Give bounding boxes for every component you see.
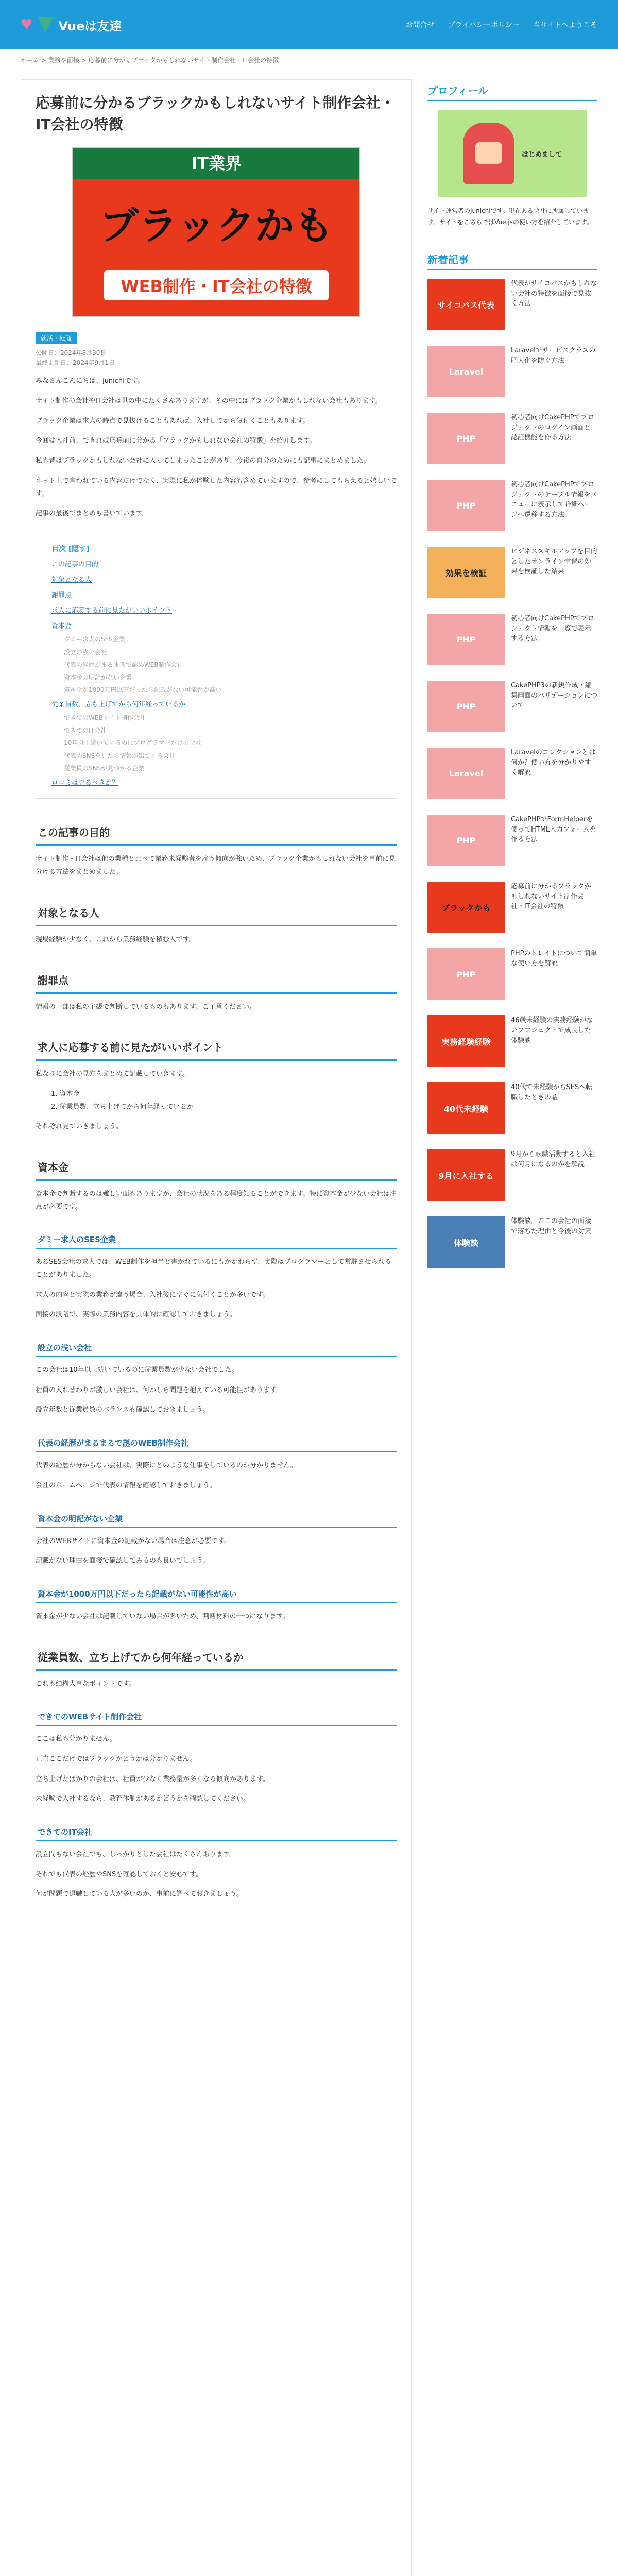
table-of-contents — [36, 534, 397, 799]
toc-title[interactable]: 目次 [隠す] — [52, 545, 90, 553]
recent-post-title[interactable]: CakePHP3の新規作成・編集画面のバリデーションについて — [511, 682, 597, 710]
intro-paragraph: 記事の最後でまとめも書いています。 — [36, 510, 149, 518]
intro-paragraph: ブラック企業は求人の時点で見抜けることもあれば、入社してから気付くこともあります。 — [36, 417, 310, 425]
subsection-text: 正直ここだけではブラックかどうかは分かりません。 — [36, 1755, 197, 1763]
recent-post[interactable] — [427, 614, 597, 671]
recent-thumb[interactable]: 40代未経験 — [427, 1082, 505, 1134]
site-logo[interactable] — [21, 16, 122, 34]
subsection-text: 記載がない理由を面接で確認してみるのも良いでしょう。 — [36, 1557, 210, 1565]
recent-post-title[interactable]: 9月から転職活動すると入社は何月になるのかを解説 — [511, 1150, 596, 1168]
subsection-text: 代表の経歴が分からない会社は、実際にどのような仕事をしているのか分かりません。 — [36, 1462, 297, 1470]
heart-icon: ♥ — [21, 17, 33, 32]
recent-post[interactable] — [427, 413, 597, 470]
capital-heading: 資本金 — [36, 1154, 397, 1181]
check-after: それぞれ見ていきましょう。 — [36, 1123, 123, 1131]
staff-sub-sections — [36, 1708, 397, 1901]
subsection-heading: 資本金が1000万円以下だったら記載がない可能性が高い — [36, 1585, 397, 1603]
recent-posts — [427, 279, 597, 1274]
recent-thumb[interactable]: PHP — [427, 681, 505, 732]
recent-thumb[interactable]: 効果を検証 — [427, 547, 505, 598]
toc-item[interactable]: 対象となる人 — [52, 575, 92, 584]
intro-paragraph: ネット上で言われている内容だけでなく、実際に私が体験した内容も含めていますので、参考にしてもらえると嬉しいです。 — [36, 477, 397, 498]
toc-item[interactable]: できてのIT会社 — [64, 726, 107, 734]
recent-post[interactable] — [427, 1216, 597, 1274]
nav-welcome[interactable]: 当サイトへようこそ — [533, 21, 597, 29]
recent-post[interactable] — [427, 815, 597, 872]
toc-item[interactable]: 資本金が1000万円以下だったら記載がない可能性が高い — [64, 686, 222, 693]
list-item: 2. 従業員数、立ち上げてから何年経っているか — [51, 1103, 194, 1111]
toc-item[interactable]: できてのWEBサイト制作会社 — [64, 714, 146, 722]
intro-paragraph: みなさんこんにちは、junichiです。 — [36, 377, 144, 385]
recent-post[interactable] — [427, 1149, 597, 1207]
profile-label: はじめまして — [521, 150, 562, 159]
subsection-text: 面接の段階で、実際の業務内容を具体的に確認しておきましょう。 — [36, 1311, 236, 1319]
list-item: 1. 資本金 — [51, 1090, 80, 1098]
recent-post[interactable] — [427, 547, 597, 604]
site-name: Vueは友達 — [58, 19, 122, 33]
profile-text: サイト運営者のjunichiです。現在ある会社に所属しています。サイトをこちらではVue.jsの使い方を紹介しています。 — [427, 207, 593, 226]
published-date: 公開日：2024年8月30日 — [36, 349, 107, 357]
recent-thumb[interactable]: Laravel — [427, 346, 505, 397]
subsection-text: 求人の内容と実際の業務が違う場合、入社後にすぐに気付くことが多いです。 — [36, 1291, 269, 1299]
subsection-text: 何が問題で退職している人が多いのか、事前に調べておきましょう。 — [36, 1890, 244, 1899]
recent-post[interactable] — [427, 279, 597, 336]
recent-post-title[interactable]: 体験談。ここの会社の面接で落ちた理由と今後の対策 — [511, 1217, 592, 1235]
recent-post[interactable] — [427, 748, 597, 805]
nav-privacy[interactable]: プライバシーポリシー — [448, 21, 520, 29]
profile-title: プロフィール — [427, 79, 597, 101]
sub-sections — [36, 1231, 397, 1623]
recent-thumb[interactable]: 体験談 — [427, 1216, 505, 1268]
updated-date: 最終更新日：2024年9月1日 — [36, 359, 115, 367]
section-text: サイト制作・IT会社は他の業種と比べて業務未経験者を雇う傾向が強いため、ブラック企業かもしれない会社を事前に見分ける方法をまとめました。 — [36, 855, 396, 876]
toc-item[interactable]: 求人に応募する前に見たがいいポイント — [52, 607, 173, 615]
recent-thumb[interactable]: 9月に入社する — [427, 1149, 505, 1201]
check-list — [51, 1088, 397, 1113]
category-badge[interactable]: 就活・転職 — [36, 332, 77, 344]
recent-thumb[interactable]: ブラックかも — [427, 882, 505, 933]
subsection-text: 設立間もない会社でも、しっかりとした会社はたくさんあります。 — [36, 1851, 236, 1858]
section-heading: 求人に応募する前に見たがいいポイント — [36, 1034, 397, 1061]
intro-paragraph: サイト制作の会社やIT会社は世の中にたくさんありますが、その中にはブラック企業かもしれない会社もあります。 — [36, 397, 382, 405]
subsection-heading: 代表の経歴がまるまるで謎のWEB制作会社 — [36, 1434, 397, 1452]
recent-thumb[interactable]: Laravel — [427, 748, 505, 799]
recent-thumb[interactable]: PHP — [427, 614, 505, 665]
recent-post-title[interactable]: 初心者向けCakePHPでプロジェクトのテーブル情報をメニューに表示して詳細ページへ遷移する方法 — [511, 481, 597, 519]
subsection-text: 会社のホームページで代表の情報を確認しておきましょう。 — [36, 1481, 216, 1489]
toc-item[interactable]: 謝罪点 — [52, 591, 72, 600]
site-header — [0, 0, 618, 49]
recent-thumb[interactable]: サイコパス代表 — [427, 279, 505, 330]
recent-post-title[interactable]: 応募前に分かるブラックかもしれないサイト制作会社・IT会社の特徴 — [511, 883, 591, 911]
recent-post[interactable] — [427, 1082, 597, 1140]
recent-post-title[interactable]: 初心者向けCakePHPでプロジェクトのログイン画面と認証機能を作る方法 — [511, 414, 594, 442]
recent-post-title[interactable]: ビジネススキルアップを目的としたオンライン学習の効果を検証した結果 — [511, 548, 597, 576]
sections — [36, 819, 397, 1080]
recent-title: 新着記事 — [427, 248, 597, 270]
recent-post[interactable] — [427, 1015, 597, 1073]
subsection-text: あるSES会社の求人では、WEB制作を担当と書かれているにもかかわらず、実際はプログラマーとして常駐させられることがありました。 — [36, 1258, 391, 1279]
profile-avatar — [438, 110, 587, 197]
avatar-icon — [463, 123, 514, 184]
subsection-text: 資本金が少ない会社は記載していない場合が多いため、判断材料の一つになります。 — [36, 1612, 289, 1620]
nav-contact[interactable]: お問合せ — [405, 21, 435, 29]
toc-item[interactable]: ロコミは見るべきか？ — [52, 779, 119, 787]
breadcrumb[interactable]: ホーム > 業務や面接 > 応募前に分かるブラックかもしれないサイト制作会社・IT会社の特徴 — [0, 49, 618, 71]
intro-paragraph: 私も昔はブラックかもしれない会社に入ってしまったことがあり、今後の自分のためにも記事にまとめました。 — [36, 457, 370, 465]
recent-thumb[interactable]: 実務経験経験 — [427, 1015, 505, 1067]
recent-thumb[interactable]: PHP — [427, 948, 505, 1000]
eyecatch-subtitle: WEB制作・IT会社の特徴 — [104, 270, 329, 300]
toc-item[interactable]: 代表のSNSを見たら情報が出てくる会社 — [64, 752, 176, 759]
toc-item[interactable]: 資本金の明記がない企業 — [64, 673, 132, 681]
subsection-text: 社員の入れ替わりが激しい会社は、何かしら問題を抱えている可能性があります。 — [36, 1386, 283, 1394]
recent-post[interactable] — [427, 480, 597, 537]
article — [21, 79, 412, 2576]
recent-post[interactable] — [427, 346, 597, 403]
recent-thumb[interactable]: PHP — [427, 413, 505, 464]
subsection-heading: 資本金の明記がない企業 — [36, 1510, 397, 1528]
eyecatch-headline: ブラックかも — [99, 202, 334, 248]
recent-post-title[interactable]: 代表がサイコパスかもしれない会社の特徴を面接で見抜く方法 — [511, 280, 597, 308]
subsection-text: ここは私も分かりません。 — [36, 1735, 116, 1743]
section-heading: この記事の目的 — [36, 819, 397, 846]
intro-paragraph: 今回は入社前、できれば応募前に分かる「ブラックかもしれない会社の特徴」を紹介します。 — [36, 437, 316, 445]
subsection-text: 設立年数と従業員数のバランスも確認しておきましょう。 — [36, 1406, 210, 1414]
subsection-text: 会社のWEBサイトに資本金の記載がない場合は注意が必要です。 — [36, 1537, 231, 1545]
sidebar — [427, 79, 597, 2576]
section-heading: 対象となる人 — [36, 900, 397, 926]
toc-item[interactable]: 10年以上続いているのにプログラマーだけの会社 — [64, 739, 202, 747]
recent-thumb[interactable]: PHP — [427, 815, 505, 866]
capital-text: 資本金で判断するのは難しい面もありますが、会社の状況をある程度知ることができます。特に資本金が少ない会社は注意が必要です。 — [36, 1190, 397, 1211]
vue-logo-icon — [38, 17, 53, 32]
intro — [36, 375, 397, 520]
recent-post[interactable] — [427, 882, 597, 939]
top-nav — [406, 20, 597, 30]
toc-item[interactable]: 従業員のSNSが見つかる企業 — [64, 764, 145, 772]
subsection-heading: できてのIT会社 — [36, 1823, 397, 1841]
recent-thumb[interactable]: PHP — [427, 480, 505, 531]
page-title: 応募前に分かるブラックかもしれないサイト制作会社・IT会社の特徴 — [36, 94, 395, 133]
section-text: 情報の一部は私の主観で判断しているものもあります。ご了承ください。 — [36, 1003, 256, 1011]
toc-item[interactable]: 設立の浅い会社 — [64, 648, 108, 656]
subsection-text: この会社は10年以上続いているのに従業員数が少ない会社でした。 — [36, 1366, 238, 1375]
subsection-text: 未経験で入社するなら、教育体制があるかどうかを確認してください。 — [36, 1795, 250, 1803]
section-text: 現場経験が少なく、これから業務経験を積む人です。 — [36, 935, 196, 943]
recent-post-title[interactable]: CakePHPでFormHelperを使ってHTML入力フォームを作る方法 — [511, 816, 596, 844]
subsection-heading: ダミー求人のSES企業 — [36, 1231, 397, 1249]
section-heading: 謝罪点 — [36, 967, 397, 994]
toc-item[interactable]: ダミー求人のSES企業 — [64, 636, 125, 643]
recent-post-title[interactable]: Laravelのコレクションとは何か？使い方を分かりやすく解説 — [511, 749, 596, 777]
staff-heading: 従業員数、立ち上げてから何年経っているか — [36, 1644, 397, 1671]
section-text: 私なりに会社の見方をまとめて記載していきます。 — [36, 1070, 189, 1078]
subsection-text: 立ち上げたばかりの会社は、社員が少なく業務量が多くなる傾向があります。 — [36, 1775, 269, 1783]
recent-post-title[interactable]: Laravelでサービスクラスの肥大化を防ぐ方法 — [511, 347, 596, 365]
recent-post-title[interactable]: 40代で未経験からSESへ転職したときの話 — [511, 1083, 593, 1101]
staff-text: これも結構大事なポイントです。 — [36, 1680, 135, 1688]
recent-post-title[interactable]: 初心者向けCakePHPでプロジェクト情報を一覧で表示する方法 — [511, 615, 594, 643]
subsection-heading: できてのWEBサイト制作会社 — [36, 1708, 397, 1726]
toc-item[interactable]: 資本金 — [52, 622, 72, 631]
recent-post-title[interactable]: PHPのトレイトについて簡単な使い方を解説 — [511, 950, 597, 968]
toc-item[interactable]: 従業員数、立ち上げてから何年経っているか — [52, 701, 186, 709]
toc-item[interactable]: 代表の経歴がまるまるで謎のWEB制作会社 — [64, 661, 183, 669]
eyecatch-band: IT業界 — [73, 148, 359, 179]
recent-post-title[interactable]: 46歳未経験の実務経験がないプロジェクトで成長した体験談 — [511, 1016, 593, 1045]
toc-item[interactable]: この記事の目的 — [52, 560, 99, 568]
toc-list — [52, 559, 381, 789]
subsection-text: それでも代表の経歴やSNSを確認しておくと安心です。 — [36, 1870, 203, 1878]
subsection-heading: 設立の浅い会社 — [36, 1339, 397, 1357]
recent-post[interactable] — [427, 681, 597, 738]
recent-post[interactable] — [427, 948, 597, 1006]
eyecatch-image — [72, 147, 360, 317]
